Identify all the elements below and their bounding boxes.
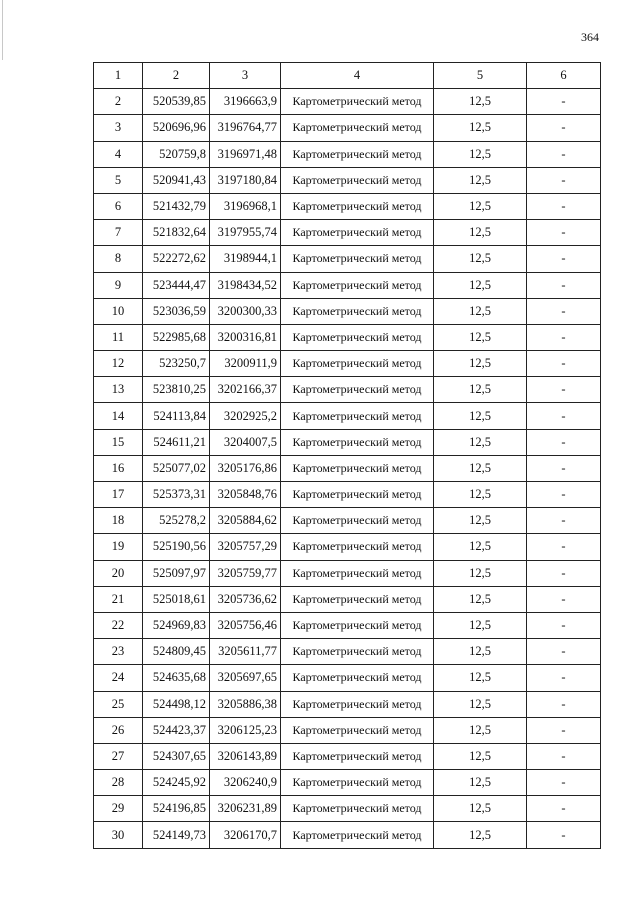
y-coordinate-cell: 3206170,7 — [210, 822, 281, 848]
y-coordinate-cell: 3202166,37 — [210, 377, 281, 403]
x-coordinate-cell: 522272,62 — [143, 246, 210, 272]
accuracy-cell: 12,5 — [434, 351, 527, 377]
point-number-cell: 30 — [94, 822, 143, 848]
point-number-cell: 27 — [94, 743, 143, 769]
accuracy-cell: 12,5 — [434, 272, 527, 298]
accuracy-cell: 12,5 — [434, 377, 527, 403]
x-coordinate-cell: 520759,8 — [143, 141, 210, 167]
method-cell: Картометрический метод — [281, 89, 434, 115]
accuracy-cell: 12,5 — [434, 665, 527, 691]
note-cell: - — [527, 586, 601, 612]
method-cell: Картометрический метод — [281, 508, 434, 534]
x-coordinate-cell: 524498,12 — [143, 691, 210, 717]
table-row — [94, 770, 601, 796]
method-cell: Картометрический метод — [281, 534, 434, 560]
point-number-cell: 22 — [94, 612, 143, 638]
point-number-cell: 12 — [94, 351, 143, 377]
page-edge-mark — [2, 0, 3, 60]
y-coordinate-cell: 3197180,84 — [210, 167, 281, 193]
x-coordinate-cell: 523810,25 — [143, 377, 210, 403]
table-row — [94, 89, 601, 115]
point-number-cell: 24 — [94, 665, 143, 691]
accuracy-cell: 12,5 — [434, 534, 527, 560]
x-coordinate-cell: 523036,59 — [143, 298, 210, 324]
note-cell: - — [527, 717, 601, 743]
method-cell: Картометрический метод — [281, 717, 434, 743]
accuracy-cell: 12,5 — [434, 246, 527, 272]
accuracy-cell: 12,5 — [434, 560, 527, 586]
table-row — [94, 455, 601, 481]
x-coordinate-cell: 525018,61 — [143, 586, 210, 612]
x-coordinate-cell: 524245,92 — [143, 770, 210, 796]
y-coordinate-cell: 3206125,23 — [210, 717, 281, 743]
point-number-cell: 6 — [94, 193, 143, 219]
coordinates-table — [93, 62, 601, 849]
accuracy-cell: 12,5 — [434, 141, 527, 167]
table-row — [94, 639, 601, 665]
accuracy-cell: 12,5 — [434, 403, 527, 429]
table-row — [94, 220, 601, 246]
x-coordinate-cell: 524611,21 — [143, 429, 210, 455]
note-cell: - — [527, 298, 601, 324]
method-cell: Картометрический метод — [281, 429, 434, 455]
table-row — [94, 167, 601, 193]
point-number-cell: 10 — [94, 298, 143, 324]
y-coordinate-cell: 3196764,77 — [210, 115, 281, 141]
method-cell: Картометрический метод — [281, 220, 434, 246]
accuracy-cell: 12,5 — [434, 743, 527, 769]
accuracy-cell: 12,5 — [434, 115, 527, 141]
point-number-cell: 9 — [94, 272, 143, 298]
page-number: 364 — [581, 30, 599, 44]
method-cell: Картометрический метод — [281, 115, 434, 141]
point-number-cell: 14 — [94, 403, 143, 429]
accuracy-cell: 12,5 — [434, 691, 527, 717]
y-coordinate-cell: 3200316,81 — [210, 324, 281, 350]
method-cell: Картометрический метод — [281, 691, 434, 717]
accuracy-cell: 12,5 — [434, 796, 527, 822]
method-cell: Картометрический метод — [281, 770, 434, 796]
method-cell: Картометрический метод — [281, 455, 434, 481]
x-coordinate-cell: 524809,45 — [143, 639, 210, 665]
point-number-cell: 16 — [94, 455, 143, 481]
x-coordinate-cell: 523444,47 — [143, 272, 210, 298]
accuracy-cell: 12,5 — [434, 717, 527, 743]
point-number-cell: 23 — [94, 639, 143, 665]
x-coordinate-cell: 525097,97 — [143, 560, 210, 586]
column-header: 5 — [434, 63, 527, 89]
table-row — [94, 560, 601, 586]
x-coordinate-cell: 525278,2 — [143, 508, 210, 534]
note-cell: - — [527, 89, 601, 115]
accuracy-cell: 12,5 — [434, 586, 527, 612]
note-cell: - — [527, 482, 601, 508]
point-number-cell: 4 — [94, 141, 143, 167]
x-coordinate-cell: 525190,56 — [143, 534, 210, 560]
note-cell: - — [527, 167, 601, 193]
y-coordinate-cell: 3204007,5 — [210, 429, 281, 455]
column-header: 4 — [281, 63, 434, 89]
note-cell: - — [527, 246, 601, 272]
point-number-cell: 18 — [94, 508, 143, 534]
table-row — [94, 822, 601, 848]
point-number-cell: 26 — [94, 717, 143, 743]
table-row — [94, 403, 601, 429]
table-row — [94, 429, 601, 455]
note-cell: - — [527, 377, 601, 403]
note-cell: - — [527, 429, 601, 455]
note-cell: - — [527, 455, 601, 481]
y-coordinate-cell: 3200911,9 — [210, 351, 281, 377]
column-header: 3 — [210, 63, 281, 89]
accuracy-cell: 12,5 — [434, 89, 527, 115]
accuracy-cell: 12,5 — [434, 429, 527, 455]
table-row — [94, 796, 601, 822]
accuracy-cell: 12,5 — [434, 167, 527, 193]
x-coordinate-cell: 521432,79 — [143, 193, 210, 219]
note-cell: - — [527, 220, 601, 246]
point-number-cell: 28 — [94, 770, 143, 796]
table-row — [94, 586, 601, 612]
x-coordinate-cell: 524423,37 — [143, 717, 210, 743]
point-number-cell: 3 — [94, 115, 143, 141]
accuracy-cell: 12,5 — [434, 455, 527, 481]
point-number-cell: 19 — [94, 534, 143, 560]
note-cell: - — [527, 508, 601, 534]
y-coordinate-cell: 3205736,62 — [210, 586, 281, 612]
method-cell: Картометрический метод — [281, 639, 434, 665]
method-cell: Картометрический метод — [281, 586, 434, 612]
note-cell: - — [527, 691, 601, 717]
note-cell: - — [527, 770, 601, 796]
note-cell: - — [527, 743, 601, 769]
x-coordinate-cell: 520539,85 — [143, 89, 210, 115]
y-coordinate-cell: 3206231,89 — [210, 796, 281, 822]
table-row — [94, 482, 601, 508]
method-cell: Картометрический метод — [281, 246, 434, 272]
note-cell: - — [527, 796, 601, 822]
method-cell: Картометрический метод — [281, 377, 434, 403]
method-cell: Картометрический метод — [281, 612, 434, 638]
y-coordinate-cell: 3205759,77 — [210, 560, 281, 586]
table-row — [94, 612, 601, 638]
note-cell: - — [527, 272, 601, 298]
table-row — [94, 272, 601, 298]
point-number-cell: 25 — [94, 691, 143, 717]
note-cell: - — [527, 403, 601, 429]
point-number-cell: 5 — [94, 167, 143, 193]
y-coordinate-cell: 3197955,74 — [210, 220, 281, 246]
note-cell: - — [527, 115, 601, 141]
note-cell: - — [527, 324, 601, 350]
note-cell: - — [527, 612, 601, 638]
accuracy-cell: 12,5 — [434, 193, 527, 219]
point-number-cell: 7 — [94, 220, 143, 246]
method-cell: Картометрический метод — [281, 560, 434, 586]
method-cell: Картометрический метод — [281, 141, 434, 167]
note-cell: - — [527, 822, 601, 848]
table-row — [94, 193, 601, 219]
method-cell: Картометрический метод — [281, 822, 434, 848]
point-number-cell: 11 — [94, 324, 143, 350]
table-row — [94, 743, 601, 769]
point-number-cell: 20 — [94, 560, 143, 586]
note-cell: - — [527, 639, 601, 665]
method-cell: Картометрический метод — [281, 665, 434, 691]
x-coordinate-cell: 520696,96 — [143, 115, 210, 141]
x-coordinate-cell: 523250,7 — [143, 351, 210, 377]
y-coordinate-cell: 3205757,29 — [210, 534, 281, 560]
accuracy-cell: 12,5 — [434, 612, 527, 638]
y-coordinate-cell: 3200300,33 — [210, 298, 281, 324]
method-cell: Картометрический метод — [281, 743, 434, 769]
table-row — [94, 351, 601, 377]
accuracy-cell: 12,5 — [434, 482, 527, 508]
table-row — [94, 717, 601, 743]
note-cell: - — [527, 560, 601, 586]
method-cell: Картометрический метод — [281, 482, 434, 508]
accuracy-cell: 12,5 — [434, 220, 527, 246]
y-coordinate-cell: 3205611,77 — [210, 639, 281, 665]
y-coordinate-cell: 3205756,46 — [210, 612, 281, 638]
note-cell: - — [527, 534, 601, 560]
table-row — [94, 534, 601, 560]
accuracy-cell: 12,5 — [434, 639, 527, 665]
table-header-row — [94, 63, 601, 89]
table-row — [94, 298, 601, 324]
column-header: 6 — [527, 63, 601, 89]
table-row — [94, 324, 601, 350]
y-coordinate-cell: 3198434,52 — [210, 272, 281, 298]
method-cell: Картометрический метод — [281, 167, 434, 193]
x-coordinate-cell: 522985,68 — [143, 324, 210, 350]
note-cell: - — [527, 141, 601, 167]
method-cell: Картометрический метод — [281, 324, 434, 350]
table-row — [94, 691, 601, 717]
y-coordinate-cell: 3206143,89 — [210, 743, 281, 769]
point-number-cell: 13 — [94, 377, 143, 403]
x-coordinate-cell: 525077,02 — [143, 455, 210, 481]
y-coordinate-cell: 3205176,86 — [210, 455, 281, 481]
point-number-cell: 2 — [94, 89, 143, 115]
y-coordinate-cell: 3205886,38 — [210, 691, 281, 717]
x-coordinate-cell: 524969,83 — [143, 612, 210, 638]
method-cell: Картометрический метод — [281, 403, 434, 429]
y-coordinate-cell: 3206240,9 — [210, 770, 281, 796]
method-cell: Картометрический метод — [281, 298, 434, 324]
table-row — [94, 246, 601, 272]
table-row — [94, 377, 601, 403]
x-coordinate-cell: 525373,31 — [143, 482, 210, 508]
y-coordinate-cell: 3196968,1 — [210, 193, 281, 219]
table-row — [94, 141, 601, 167]
method-cell: Картометрический метод — [281, 796, 434, 822]
x-coordinate-cell: 524635,68 — [143, 665, 210, 691]
method-cell: Картометрический метод — [281, 272, 434, 298]
accuracy-cell: 12,5 — [434, 324, 527, 350]
table-row — [94, 115, 601, 141]
note-cell: - — [527, 351, 601, 377]
y-coordinate-cell: 3202925,2 — [210, 403, 281, 429]
x-coordinate-cell: 524113,84 — [143, 403, 210, 429]
point-number-cell: 15 — [94, 429, 143, 455]
x-coordinate-cell: 524149,73 — [143, 822, 210, 848]
point-number-cell: 21 — [94, 586, 143, 612]
column-header: 1 — [94, 63, 143, 89]
y-coordinate-cell: 3196971,48 — [210, 141, 281, 167]
accuracy-cell: 12,5 — [434, 770, 527, 796]
table-row — [94, 508, 601, 534]
point-number-cell: 8 — [94, 246, 143, 272]
table-row — [94, 665, 601, 691]
y-coordinate-cell: 3205884,62 — [210, 508, 281, 534]
y-coordinate-cell: 3205848,76 — [210, 482, 281, 508]
y-coordinate-cell: 3196663,9 — [210, 89, 281, 115]
accuracy-cell: 12,5 — [434, 822, 527, 848]
point-number-cell: 29 — [94, 796, 143, 822]
x-coordinate-cell: 524307,65 — [143, 743, 210, 769]
column-header: 2 — [143, 63, 210, 89]
note-cell: - — [527, 193, 601, 219]
x-coordinate-cell: 521832,64 — [143, 220, 210, 246]
note-cell: - — [527, 665, 601, 691]
y-coordinate-cell: 3205697,65 — [210, 665, 281, 691]
accuracy-cell: 12,5 — [434, 508, 527, 534]
accuracy-cell: 12,5 — [434, 298, 527, 324]
method-cell: Картометрический метод — [281, 193, 434, 219]
method-cell: Картометрический метод — [281, 351, 434, 377]
x-coordinate-cell: 520941,43 — [143, 167, 210, 193]
point-number-cell: 17 — [94, 482, 143, 508]
x-coordinate-cell: 524196,85 — [143, 796, 210, 822]
y-coordinate-cell: 3198944,1 — [210, 246, 281, 272]
